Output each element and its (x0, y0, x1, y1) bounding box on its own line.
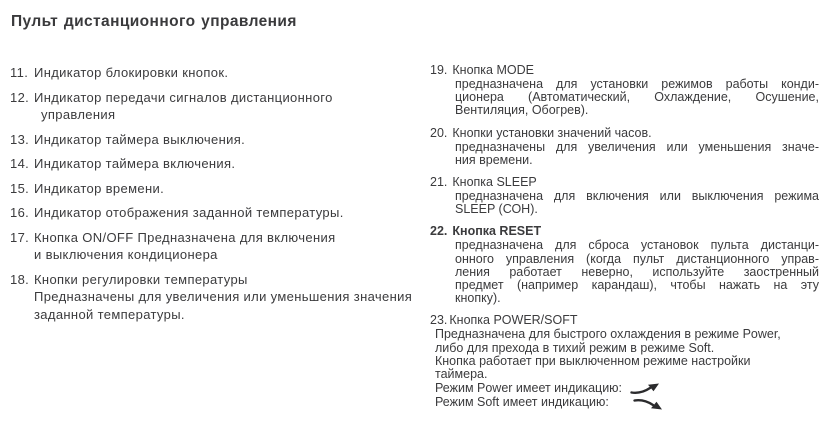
description-line: онного управления (когда пульт дистанционного управ- (455, 251, 819, 266)
item-title: Кнопки установки значений часов. (452, 125, 652, 140)
description-line: кнопку). (455, 291, 501, 306)
item-number: 14. (10, 156, 30, 171)
indication-row (435, 395, 819, 409)
item-text-line: Индикатор блокировки кнопок. (34, 65, 229, 80)
list-item (430, 224, 819, 305)
description-line: предназначена для сброса установок пульта дистанци- (455, 238, 819, 253)
item-text-line: Индикатор отображения заданной температуры. (34, 205, 344, 220)
item-text-line: Индикатор таймера включения. (34, 156, 236, 171)
indication-label: Режим Soft имеет индикацию: (435, 395, 609, 410)
right-column (430, 63, 819, 418)
item-number: 23. (430, 313, 448, 328)
item-text (34, 229, 416, 264)
item-text (34, 180, 416, 198)
item-text-line: заданной температуры. (34, 306, 185, 322)
item-number: 12. (10, 89, 30, 105)
list-item (10, 131, 416, 149)
item-description (455, 141, 819, 167)
item-heading (430, 313, 819, 327)
description-line: предназначена для установки режимов работы конди- (455, 77, 819, 91)
item-description (455, 78, 819, 118)
soft-arrow-icon (633, 397, 663, 411)
item-number: 17. (10, 229, 30, 245)
description-line: предмет (например карандаш), чтобы нажать на эту (455, 278, 819, 293)
item-text (34, 271, 416, 324)
item-number: 22. (430, 224, 448, 239)
description-line: SLEEP (СОН). (455, 202, 538, 217)
list-item (10, 271, 416, 324)
item-text-line: Кнопки регулировки температуры (34, 271, 248, 287)
description-line: таймера. (435, 367, 488, 382)
item-text-line: Предназначены для увеличения или уменьшения значения (34, 289, 413, 304)
list-item (10, 204, 416, 222)
item-title: Кнопка POWER/SOFT (449, 313, 578, 328)
description-line: предназначена для включения или выключения режима (455, 189, 819, 204)
item-description (435, 328, 819, 409)
item-text (34, 89, 416, 124)
item-number: 16. (10, 205, 30, 220)
item-heading (430, 126, 819, 140)
description-line: предназначены для увеличения или уменьшения значе- (455, 139, 819, 154)
list-item (430, 175, 819, 216)
item-number: 20. (430, 125, 448, 140)
item-text-line: и выключения кондиционера (34, 247, 218, 262)
list-item (10, 64, 416, 82)
description-line: Кнопка работает при выключенном режиме настройки (435, 353, 751, 368)
list-item (10, 180, 416, 198)
left-column (10, 64, 416, 330)
indication-label: Режим Power имеет индикацию: (435, 381, 623, 396)
item-text-line: Кнопка ON/OFF Предназначена для включения (34, 229, 336, 245)
description-line: ления работает неверно, используйте заостренный (455, 264, 819, 279)
item-text-line: Индикатор передачи сигналов дистанционного (34, 89, 333, 105)
item-heading (430, 175, 819, 189)
list-item (430, 126, 819, 167)
list-item (10, 229, 416, 264)
item-text (34, 204, 416, 222)
item-title: Кнопка RESET (452, 224, 542, 239)
list-item (430, 63, 819, 118)
item-text-line: Индикатор таймера выключения. (34, 131, 246, 147)
item-description (455, 190, 819, 216)
description-line: либо для прехода в тихий режим в режиме Soft. (435, 340, 715, 355)
list-item (430, 313, 819, 409)
item-number: 21. (430, 175, 448, 190)
item-text (34, 155, 416, 173)
page-title: Пульт дистанционного управления (11, 13, 297, 30)
list-item (10, 89, 416, 124)
description-line: Вентиляция, Обогрев). (455, 103, 589, 118)
description-line: Предназначена для быстрого охлаждения в режиме Power, (435, 327, 781, 342)
list-item (10, 155, 416, 173)
item-text-line: Индикатор времени. (34, 180, 165, 196)
item-text-line: управления (41, 107, 116, 122)
item-text (34, 131, 416, 149)
item-title: Кнопка SLEEP (452, 175, 537, 190)
item-number: 18. (10, 271, 30, 287)
power-arrow-icon (630, 382, 660, 396)
item-description (455, 239, 819, 305)
item-title: Кнопка MODE (452, 63, 534, 77)
indication-row (435, 381, 819, 395)
item-number: 13. (10, 131, 30, 147)
item-number: 19. (430, 63, 448, 77)
item-number: 11. (10, 65, 29, 80)
item-heading (430, 63, 819, 77)
description-line: ционера (Автоматический, Охлаждение, Осушение, (455, 90, 819, 105)
item-text (34, 64, 416, 82)
item-heading (430, 224, 819, 238)
description-line: ния времени. (455, 152, 533, 167)
item-number: 15. (10, 180, 30, 196)
